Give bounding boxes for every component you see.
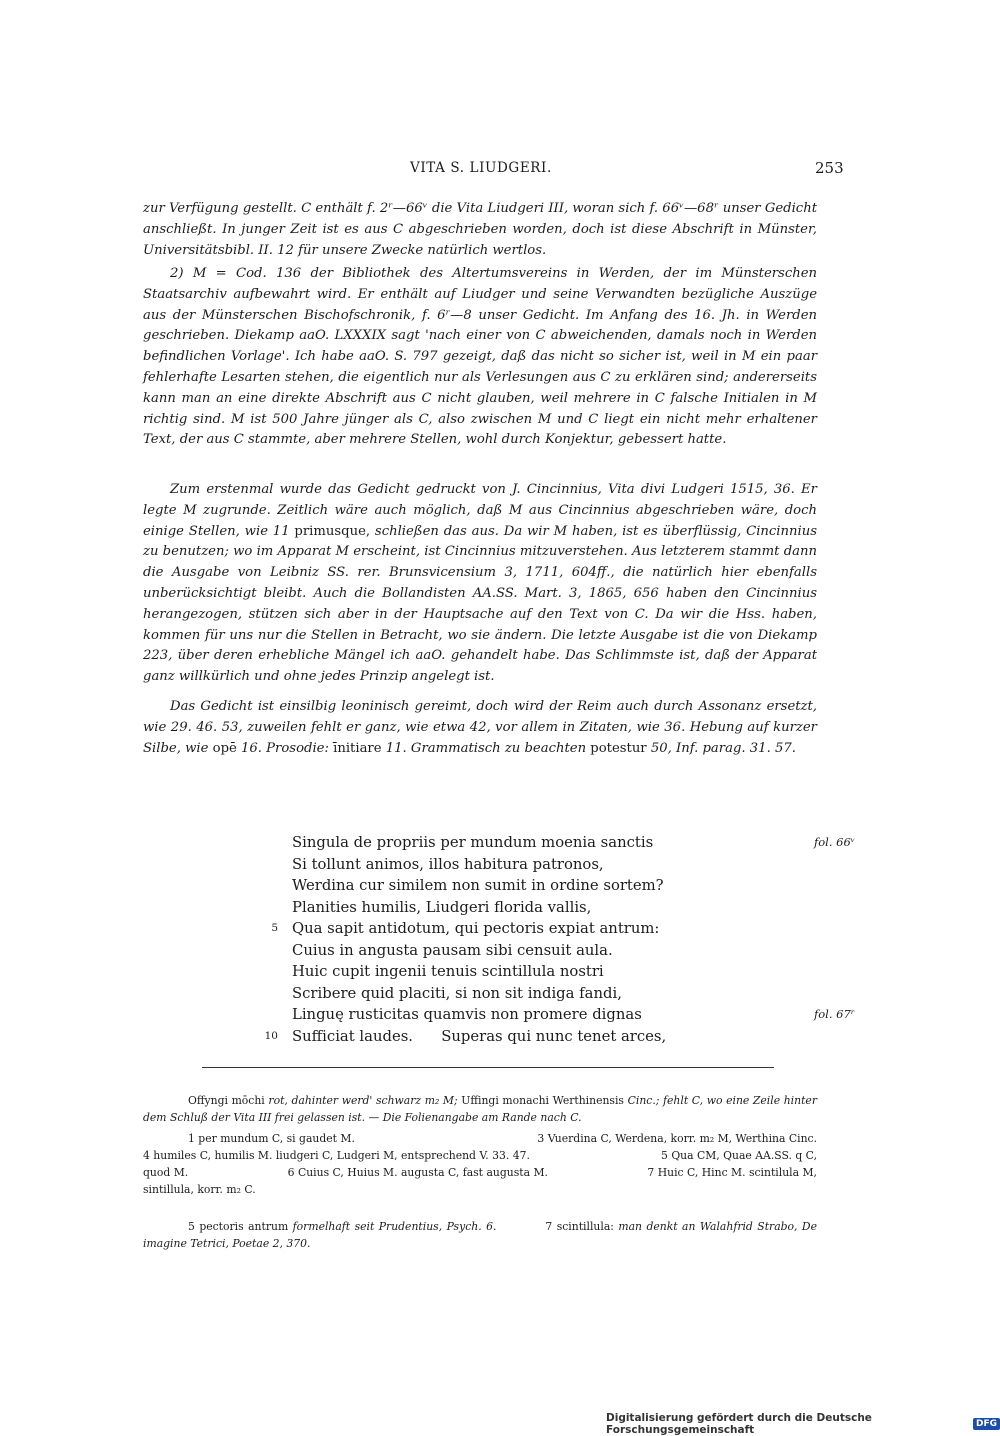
apparatus-entry: 1 per mundum C, si gaudet M.	[188, 1132, 355, 1145]
apparatus-row: sintillula, korr. m₂ C.	[143, 1183, 256, 1196]
p3-text-b: schließen das aus. Da wir M haben, ist es überflüssig, Cincinnius zu benutzen; wo im Apparat M erscheint, ist Cincinnius mitzuverstehen. Aus letzterem stammt dann die Ausgabe von Leibniz SS. rer. Brunsvicensium 3, 1711, 604ff., die natürlich hier ebenfalls unberücksichtigt bleibt. Auch die Bollandisten AA.SS. Mart. 3, 1865, 656 haben den Cincinnius herangezogen, stützen sich aber in der Hauptsache auf den Text von C. Da wir die Hss. haben, kommen für uns nur die Stellen in Betracht, wo sie ändern. Die letzte Ausgabe ist die von Diekamp 223, über deren erhebliche Mängel ich aaO. gehandelt habe. Das Schlimmste ist, daß der Apparat ganz willkürlich und ohne jedes Prinzip angelegt ist.	[143, 523, 817, 685]
apparatus-entry: 6 Cuius C, Huius M. augusta C, fast augusta M.	[287, 1166, 548, 1179]
verse-text: Qua sapit antidotum, qui pectoris expiat antrum:	[292, 920, 660, 937]
poem-text	[264, 832, 874, 1047]
note1-c: Uffingi monachi Werthinensis	[461, 1094, 624, 1107]
poem-line	[264, 832, 874, 854]
verse-text: Singula de propriis per mundum moenia sanctis	[292, 834, 654, 851]
line-number: 5	[271, 922, 278, 934]
folio-marker: fol. 66ᵛ	[814, 835, 856, 849]
credit-text: Digitalisierung gefördert durch die Deutsche Forschungsgemeinschaft	[606, 1412, 872, 1436]
verse-text: Huic cupit ingenii tenuis scintillula nostri	[292, 963, 604, 980]
apparatus-entry: 3 Vuerdina C, Werdena, korr. m₂ M, Werthina Cinc.	[537, 1132, 817, 1145]
folio-marker: fol. 67ʳ	[814, 1007, 855, 1021]
poem-line	[264, 875, 874, 897]
source-a1: 5 pectoris antrum	[188, 1220, 289, 1233]
poem-line	[264, 918, 874, 940]
apparatus-row	[143, 1147, 817, 1164]
source-a4: man denkt an Walahfrid Strabo, De imagine Tetrici, Poetae 2, 370.	[143, 1220, 817, 1250]
p4-word-3: potestur	[590, 740, 647, 756]
intro-paragraph-4	[143, 697, 817, 759]
apparatus-criticus	[143, 1130, 817, 1198]
note1-a: Offyngi mōchi	[188, 1094, 265, 1107]
verse-text: Si tollunt animos, illos habitura patronos,	[292, 855, 604, 873]
verse-text: Werdina cur similem non sumit in ordine sortem?	[292, 877, 664, 894]
p4-word-1: opē	[212, 740, 237, 756]
note1-b: rot, dahinter werd' schwarz m₂ M;	[268, 1094, 458, 1107]
poem-line	[264, 940, 874, 962]
source-a2: formelhaft seit Prudentius, Psych. 6.	[292, 1220, 497, 1233]
p4-text-a: Das Gedicht ist einsilbig leoninisch gereimt, doch wird der Reim auch durch Assonanz ersetzt, wie 29. 46. 53, zuweilen fehlt er ganz, wie etwa 42, vor allem in Zitaten, wie 36. Hebung auf kurzer Silbe, wie	[143, 699, 817, 756]
apparatus-row	[143, 1164, 817, 1181]
digitization-credit	[606, 1412, 1000, 1436]
p4-text-c: 11. Grammatisch zu beachten	[385, 740, 587, 756]
intro-paragraph-3	[143, 480, 817, 688]
poem-line	[264, 1026, 874, 1048]
verse-text: Scribere quid placiti, si non sit indiga fandi,	[292, 984, 622, 1002]
apparatus-entry: 7 Huic C, Hinc M. scintilula M,	[647, 1166, 817, 1179]
source-notes	[143, 1218, 817, 1252]
p4-text-d: 50, Inf. parag. 31. 57.	[650, 740, 796, 756]
poem-line	[264, 897, 874, 919]
p4-word-2: īnitiare	[333, 740, 382, 756]
poem-line	[264, 1004, 874, 1026]
dfg-logo-icon: DFG	[973, 1418, 1000, 1430]
verse-text: Linguę rusticitas quamvis non promere dignas	[292, 1006, 642, 1023]
page-number: 253	[815, 159, 844, 177]
apparatus-title-note	[143, 1092, 817, 1126]
p3-quoted-word: primusque,	[294, 523, 371, 539]
line-number: 10	[264, 1029, 278, 1042]
p3-text-a: Zum erstenmal wurde das Gedicht gedruckt von J. Cincinnius, Vita divi Ludgeri 1515, 36. Er legte M zugrunde. Zeitlich wäre auch möglich, daß M aus Cincinnius abgeschrieben wäre, doch einige Stellen, wie 11	[143, 482, 817, 539]
poem-line	[264, 983, 874, 1005]
poem-line	[264, 961, 874, 983]
footnote-divider	[202, 1067, 774, 1068]
verse-text: Cuius in angusta pausam sibi censuit aula.	[292, 941, 613, 959]
poem-line	[264, 854, 874, 876]
verse-text: Sufficiat laudes. Superas qui nunc tenet arces,	[292, 1027, 667, 1045]
apparatus-row	[143, 1130, 817, 1147]
apparatus-entry: 5 Qua CM, Quae AA.SS. q C,	[661, 1149, 817, 1162]
apparatus-entry: quod M.	[143, 1166, 189, 1179]
apparatus-entry: 4 humiles C, humilis M. liudgeri C, Ludgeri M, entsprechend V. 33. 47.	[143, 1149, 530, 1162]
intro-paragraph-2: 2) M = Cod. 136 der Bibliothek des Altertumsvereins in Werden, der im Münsterschen Staatsarchiv aufbewahrt wird. Er enthält auf Liudger und seine Verwandten bezügliche Auszüge aus der Münsterschen Bischofschronik, f. 6ʳ—8 unser Gedicht. Im Anfang des 16. Jh. in Werden geschrieben. Diekamp aaO. LXXXIX sagt 'nach einer von C abweichenden, damals noch in Werden befindlichen Vorlage'. Ich habe aaO. S. 797 gezeigt, daß das nicht so sicher ist, weil in M ein paar fehlerhafte Lesarten stehen, die eigentlich nur als Verlesungen aus C zu erklären sind; andererseits kann man an eine direkte Abschrift aus C nicht glauben, weil mehrere in C falsche Initialen in M richtig sind. M ist 500 Jahre jünger als C, also zwischen M und C liegt ein nicht mehr erhaltener Text, der aus C stammte, aber mehrere Stellen, wohl durch Konjektur, gebessert hatte.	[143, 266, 817, 448]
source-a3: 7 scintillula:	[545, 1220, 614, 1233]
intro-paragraph-1: zur Verfügung gestellt. C enthält f. 2ʳ—66ᵛ die Vita Liudgeri III, woran sich f. 66ᵛ—68ʳ unser Gedicht anschließt. In junger Zeit ist es aus C abgeschrieben worden, doch ist diese Abschrift in Münster, Universitätsbibl. II. 12 für unsere Zwecke natürlich wertlos.	[143, 201, 817, 258]
verse-text: Planities humilis, Liudgeri florida vallis,	[292, 898, 592, 916]
note1-d: Cinc.; fehlt C, wo eine Zeile hinter dem Schluß der Vita III frei gelassen ist. — Die Folienangabe am Rande nach C.	[143, 1094, 817, 1124]
p4-text-b: 16. Prosodie:	[241, 740, 329, 756]
running-title: VITA S. LIUDGERI.	[410, 160, 552, 176]
